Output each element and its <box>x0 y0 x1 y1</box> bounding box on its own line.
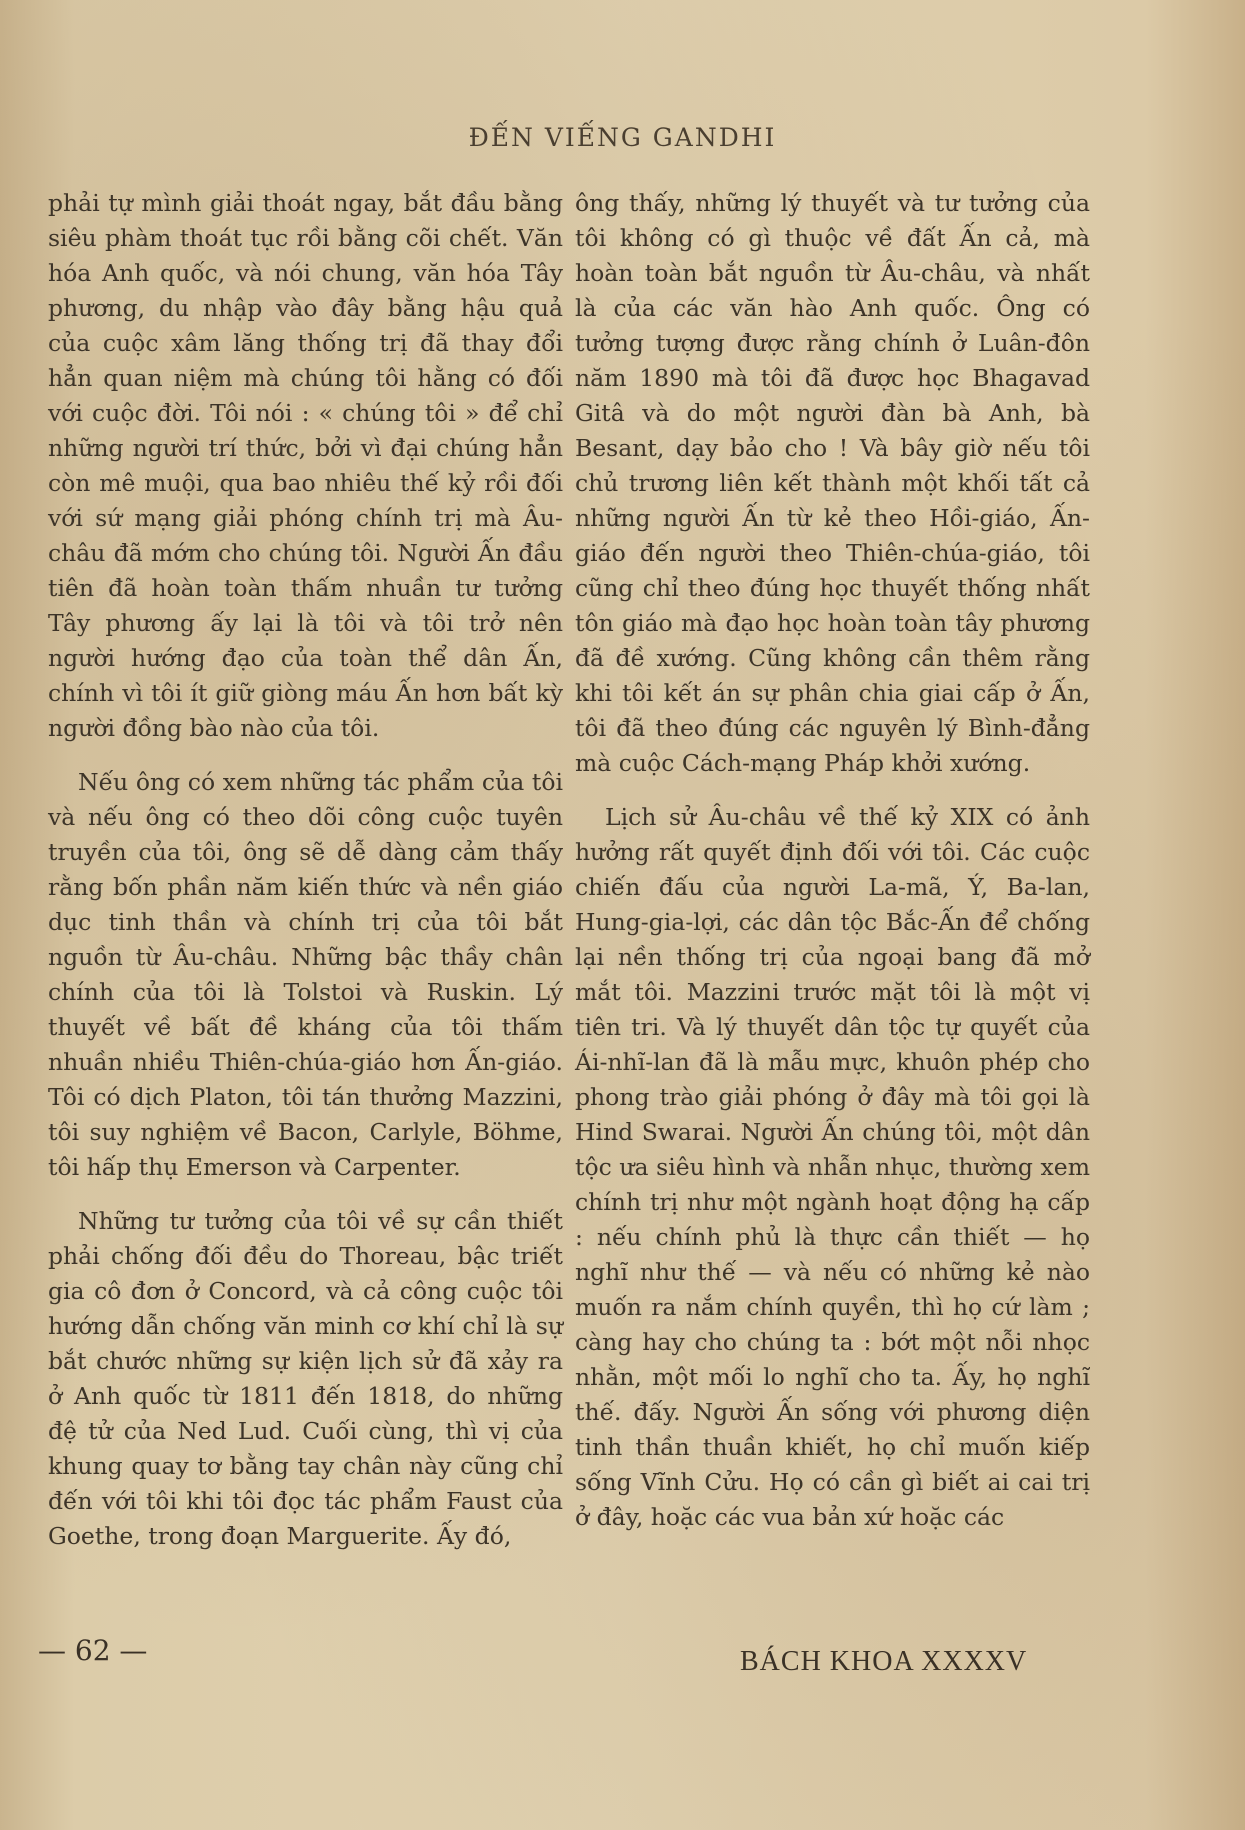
journal-title: BÁCH KHOA XXXXV <box>740 1646 1028 1677</box>
page-number: — 62 — <box>38 1634 148 1667</box>
paragraph: phải tự mình giải thoát ngay, bắt đầu bằng siêu phàm thoát tục rồi bằng cõi chết. Văn hóa Anh quốc, và nói chung, văn hóa Tây phương, du nhập vào đây bằng hậu quả của cuộc xâm lăng thống trị đã thay đổi hẳn quan niệm mà chúng tôi hằng có đối với cuộc đời. Tôi nói : « chúng tôi » để chỉ những người trí thức, bởi vì đại chúng hẳn còn mê muội, qua bao nhiêu thế kỷ rồi đối với sứ mạng giải phóng chính trị mà Âu-châu đã mớm cho chúng tôi. Người Ấn đầu tiên đã hoàn toàn thấm nhuần tư tưởng Tây phương ấy lại là tôi và tôi trở nên người hướng đạo của toàn thể dân Ấn, chính vì tôi ít giữ giòng máu Ấn hơn bất kỳ người đồng bào nào của tôi. <box>48 189 563 742</box>
paragraph: ông thấy, những lý thuyết và tư tưởng của tôi không có gì thuộc về đất Ấn cả, mà hoàn toàn bắt nguồn từ Âu-châu, và nhất là của các văn hào Anh quốc. Ông có tưởng tượng được rằng chính ở Luân-đôn năm 1890 mà tôi đã được học Bhagavad Gitâ và do một người đàn bà Anh, bà Besant, dạy bảo cho ! Và bây giờ nếu tôi chủ trương liên kết thành một khối tất cả những người Ấn từ kẻ theo Hồi-giáo, Ấn-giáo đến người theo Thiên-chúa-giáo, tôi cũng chỉ theo đúng học thuyết thống nhất tôn giáo mà đạo học hoàn toàn tây phương đã đề xướng. Cũng không cần thêm rằng khi tôi kết án sự phân chia giai cấp ở Ấn, tôi đã theo đúng các nguyên lý Bình-đẳng mà cuộc Cách-mạng Pháp khởi xướng. <box>575 189 1090 777</box>
left-column <box>48 186 563 1573</box>
running-head: ĐẾN VIẾNG GANDHI <box>468 123 777 152</box>
paragraph: Nếu ông có xem những tác phẩm của tôi và nếu ông có theo dõi công cuộc tuyên truyền của tôi, ông sẽ dễ dàng cảm thấy rằng bốn phần năm kiến thức và nền giáo dục tinh thần và chính trị của tôi bắt nguồn từ Âu-châu. Những bậc thầy chân chính của tôi là Tolstoi và Ruskin. Lý thuyết về bất đề kháng của tôi thấm nhuần nhiều Thiên-chúa-giáo hơn Ấn-giáo. Tôi có dịch Platon, tôi tán thưởng Mazzini, tôi suy nghiệm về Bacon, Carlyle, Böhme, tôi hấp thụ Emerson và Carpenter. <box>48 768 563 1181</box>
right-column <box>575 186 1090 1554</box>
paragraph: Lịch sử Âu-châu về thế kỷ XIX có ảnh hưởng rất quyết định đối với tôi. Các cuộc chiến đấu của người La-mã, Ý, Ba-lan, Hung-gia-lợi, các dân tộc Bắc-Ấn để chống lại nền thống trị của ngoại bang đã mở mắt tôi. Mazzini trước mặt tôi là một vị tiên tri. Và lý thuyết dân tộc tự quyết của Ái-nhĩ-lan đã là mẫu mực, khuôn phép cho phong trào giải phóng ở đây mà tôi gọi là Hind Swarai. Người Ấn chúng tôi, một dân tộc ưa siêu hình và nhẫn nhục, thường xem chính trị như một ngành hoạt động hạ cấp : nếu chính phủ là thực cần thiết — họ nghĩ như thế — và nếu có những kẻ nào muốn ra nắm chính quyền, thì họ cứ làm ; càng hay cho chúng ta : bớt một nỗi nhọc nhằn, một mối lo nghĩ cho ta. Ấy, họ nghĩ thế. đấy. Người Ấn sống với phương diện tinh thần thuần khiết, họ chỉ muốn kiếp sống Vĩnh Cửu. Họ có cần gì biết ai cai trị ở đây, hoặc các vua bản xứ hoặc các <box>575 803 1090 1531</box>
paragraph: Những tư tưởng của tôi về sự cần thiết phải chống đối đều do Thoreau, bậc triết gia cô đơn ở Concord, và cả công cuộc tôi hướng dẫn chống văn minh cơ khí chỉ là sự bắt chước những sự kiện lịch sử đã xảy ra ở Anh quốc từ 1811 đến 1818, do những đệ tử của Ned Lud. Cuối cùng, thì vị của khung quay tơ bằng tay chân này cũng chỉ đến với tôi khi tôi đọc tác phẩm Faust của Goethe, trong đoạn Marguerite. Ấy đó, <box>48 1207 563 1550</box>
